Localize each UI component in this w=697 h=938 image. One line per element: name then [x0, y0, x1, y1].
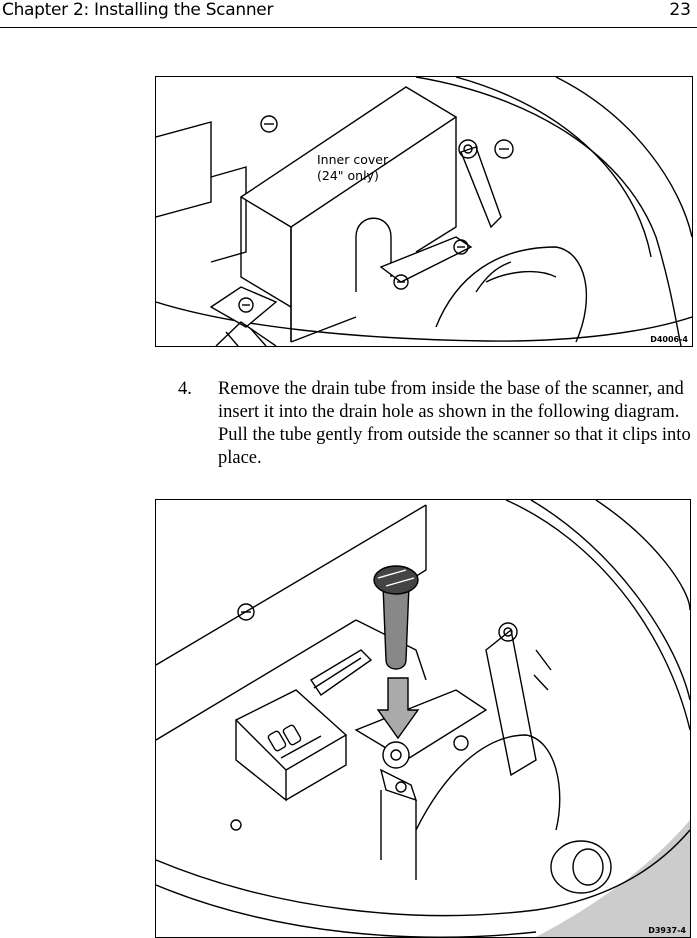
chapter-title: Chapter 2: Installing the Scanner: [2, 0, 274, 20]
figure-code: D4006-4: [650, 335, 688, 344]
step-number: 4.: [178, 379, 192, 399]
inner-cover-illustration: [156, 77, 692, 346]
page-number: 23: [669, 0, 691, 20]
step-text: Remove the drain tube from inside the base of the scanner, and insert it into the drain hole as shown in the following diagram. Pull the tube gently from outside the scanner so that it clips into place.: [218, 379, 691, 468]
inner-cover-callout: [317, 152, 388, 184]
figure-inner-cover: [155, 76, 693, 347]
callout-line-1: Inner cover: [317, 152, 389, 167]
figure-drain-tube: [155, 499, 691, 938]
callout-line-2: (24" only): [317, 168, 379, 183]
drain-tube-illustration: [156, 500, 690, 937]
page-header: [0, 0, 697, 28]
figure-code: D3937-4: [648, 926, 686, 935]
